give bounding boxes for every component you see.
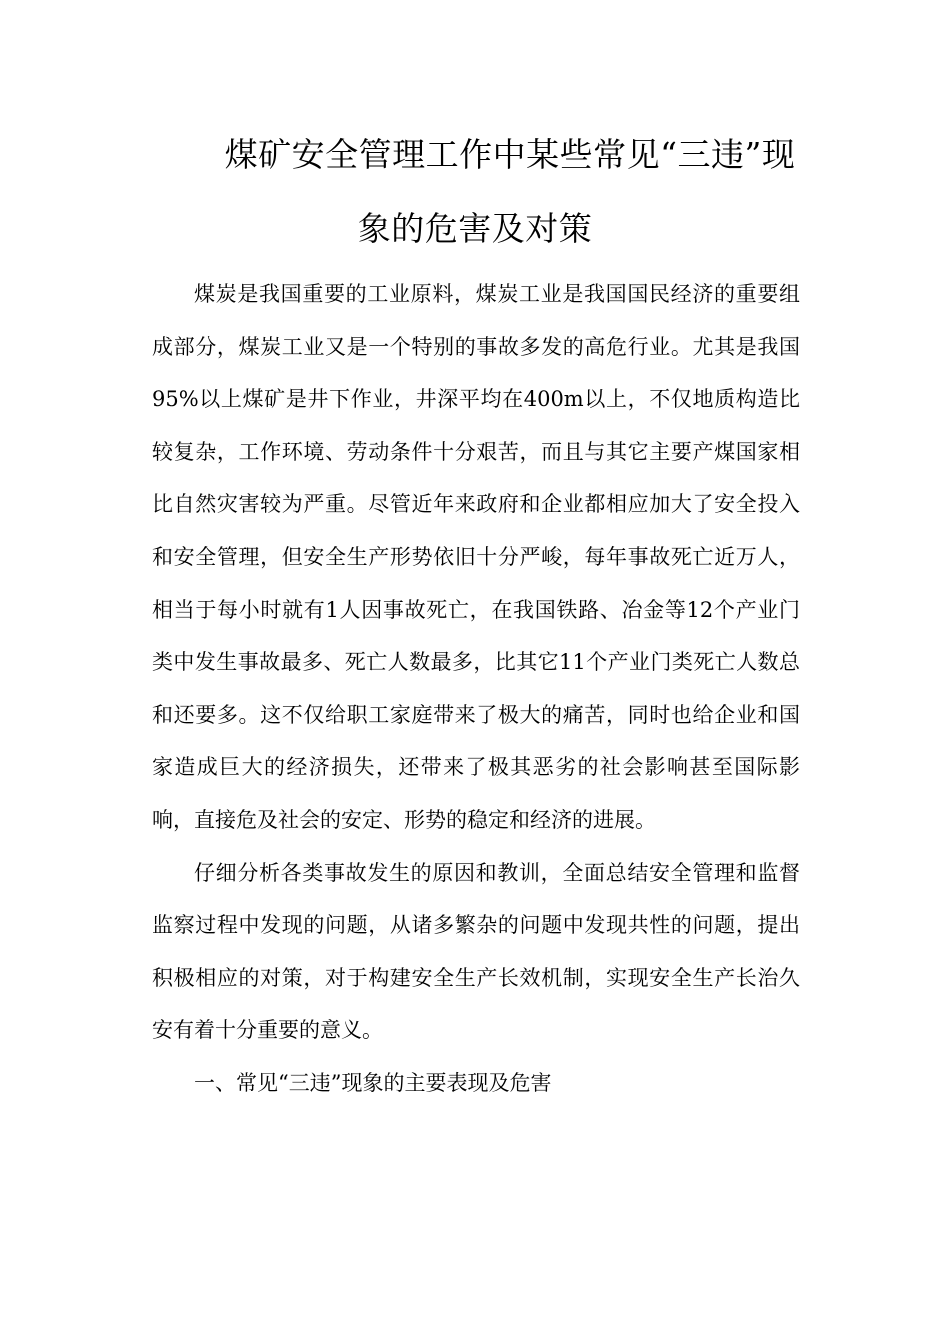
paragraph-intro: 煤炭是我国重要的工业原料，煤炭工业是我国国民经济的重要组成部分，煤炭工业又是一个特别的事故多发的高危行业。尤其是我国95%以上煤矿是井下作业，井深平均在400m以上，不仅地质构造比较复杂，工作环境、劳动条件十分艰苦，而且与其它主要产煤国家相比自然灾害较为严重。尽管近年来政府和企业都相应加大了安全投入和安全管理，但安全生产形势依旧十分严峻，每年事故死亡近万人，相当于每小时就有1人因事故死亡，在我国铁路、冶金等12个产业门类中发生事故最多、死亡人数最多，比其它11个产业门类死亡人数总和还要多。这不仅给职工家庭带来了极大的痛苦，同时也给企业和国家造成巨大的经济损失，还带来了极其恶劣的社会影响甚至国际影响，直接危及社会的安定、形势的稳定和经济的进展。 xyxy=(152,282,800,832)
title-line-1: 煤矿安全管理工作中某些常见“三违”现 xyxy=(224,135,796,174)
paragraph-analysis: 仔细分析各类事故发生的原因和教训，全面总结安全管理和监督监察过程中发现的问题，从诸多繁杂的问题中发现共性的问题，提出积极相应的对策，对于构建安全生产长效机制，实现安全生产长治久安有着十分重要的意义。 xyxy=(152,860,800,1043)
section-heading: 一、常见“三违”现象的主要表现及危害 xyxy=(194,1070,552,1095)
title-line-2: 象的危害及对策 xyxy=(357,209,593,248)
document-body xyxy=(152,268,800,1110)
document-title xyxy=(150,118,800,266)
